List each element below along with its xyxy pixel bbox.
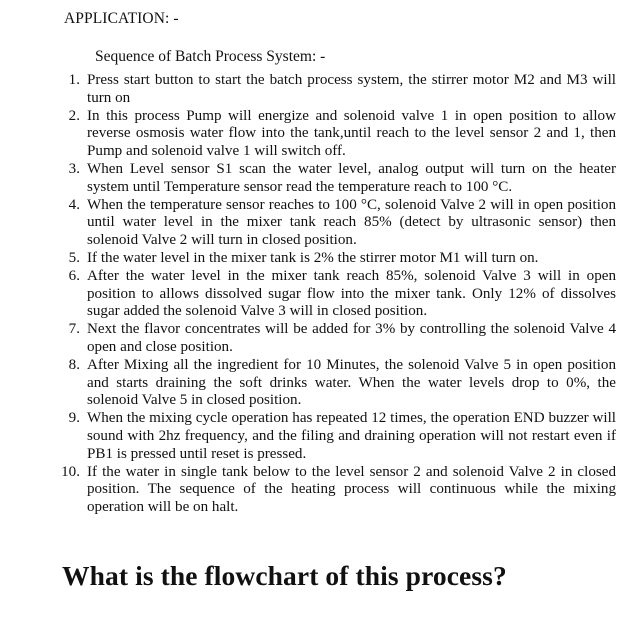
step-number: 2. — [68, 107, 80, 124]
step-number: 10. — [61, 463, 80, 480]
step-item — [56, 197, 616, 250]
page-heading: APPLICATION: - — [64, 10, 179, 27]
step-item — [56, 268, 616, 321]
step-number: 1. — [68, 72, 80, 88]
step-item — [56, 464, 616, 517]
step-number: 8. — [68, 356, 80, 373]
step-item — [56, 410, 616, 463]
step-item — [56, 357, 616, 410]
step-number: 6. — [68, 267, 80, 284]
step-number: 7. — [68, 321, 80, 338]
step-text: After the water level in the mixer tank reach 85%, solenoid Valve 3 will in open position to allows dissolved sugar flow into the mixer tank. Only 12% of dissolves sugar added the solenoid Valve 3 will in closed position. — [87, 267, 616, 320]
step-text: When the mixing cycle operation has repeated 12 times, the operation END buzzer will sound with 2hz frequency, and the filing and draining operation will not restart even if PB1 is pressed until reset is pressed. — [87, 410, 616, 462]
sequence-subtitle: Sequence of Batch Process System: - — [95, 48, 326, 65]
step-text: When the temperature sensor reaches to 100 °C, solenoid Valve 2 will in open position until water level in the mixer tank reach 85% (detect by ultrasonic sensor) then solenoid Valve 2 will turn in closed position. — [87, 196, 616, 249]
step-text: After Mixing all the ingredient for 10 Minutes, the solenoid Valve 5 in open position and starts draining the soft drinks water. When the water levels drop to 0%, the solenoid Valve 5 in closed position. — [87, 356, 616, 409]
step-number: 5. — [68, 249, 80, 266]
step-number: 3. — [68, 160, 80, 177]
step-item — [56, 250, 616, 268]
step-item — [56, 108, 616, 161]
step-text: When Level sensor S1 scan the water level, analog output will turn on the heater system until Temperature sensor read the temperature reach to 100 °C. — [87, 160, 616, 195]
step-item — [56, 72, 616, 108]
flowchart-question: What is the flowchart of this process? — [62, 560, 507, 591]
step-number: 4. — [68, 196, 80, 213]
step-text: If the water level in the mixer tank is 2% the stirrer motor M1 will turn on. — [87, 249, 539, 266]
step-number: 9. — [68, 410, 80, 427]
steps-list — [56, 72, 616, 517]
step-text: If the water in single tank below to the level sensor 2 and solenoid Valve 2 in closed position. The sequence of the heating process will continuous while the mixing operation will be on halt. — [87, 463, 616, 516]
step-item — [56, 161, 616, 197]
step-text: In this process Pump will energize and solenoid valve 1 in open position to allow reverse osmosis water flow into the tank,until reach to the level sensor 2 and 1, then Pump and solenoid valve 1 will switch off. — [87, 107, 616, 160]
step-text: Next the flavor concentrates will be added for 3% by controlling the solenoid Valve 4 open and close position. — [87, 321, 616, 355]
step-text: Press start button to start the batch process system, the stirrer motor M2 and M3 will turn on — [87, 72, 616, 106]
step-item — [56, 321, 616, 357]
